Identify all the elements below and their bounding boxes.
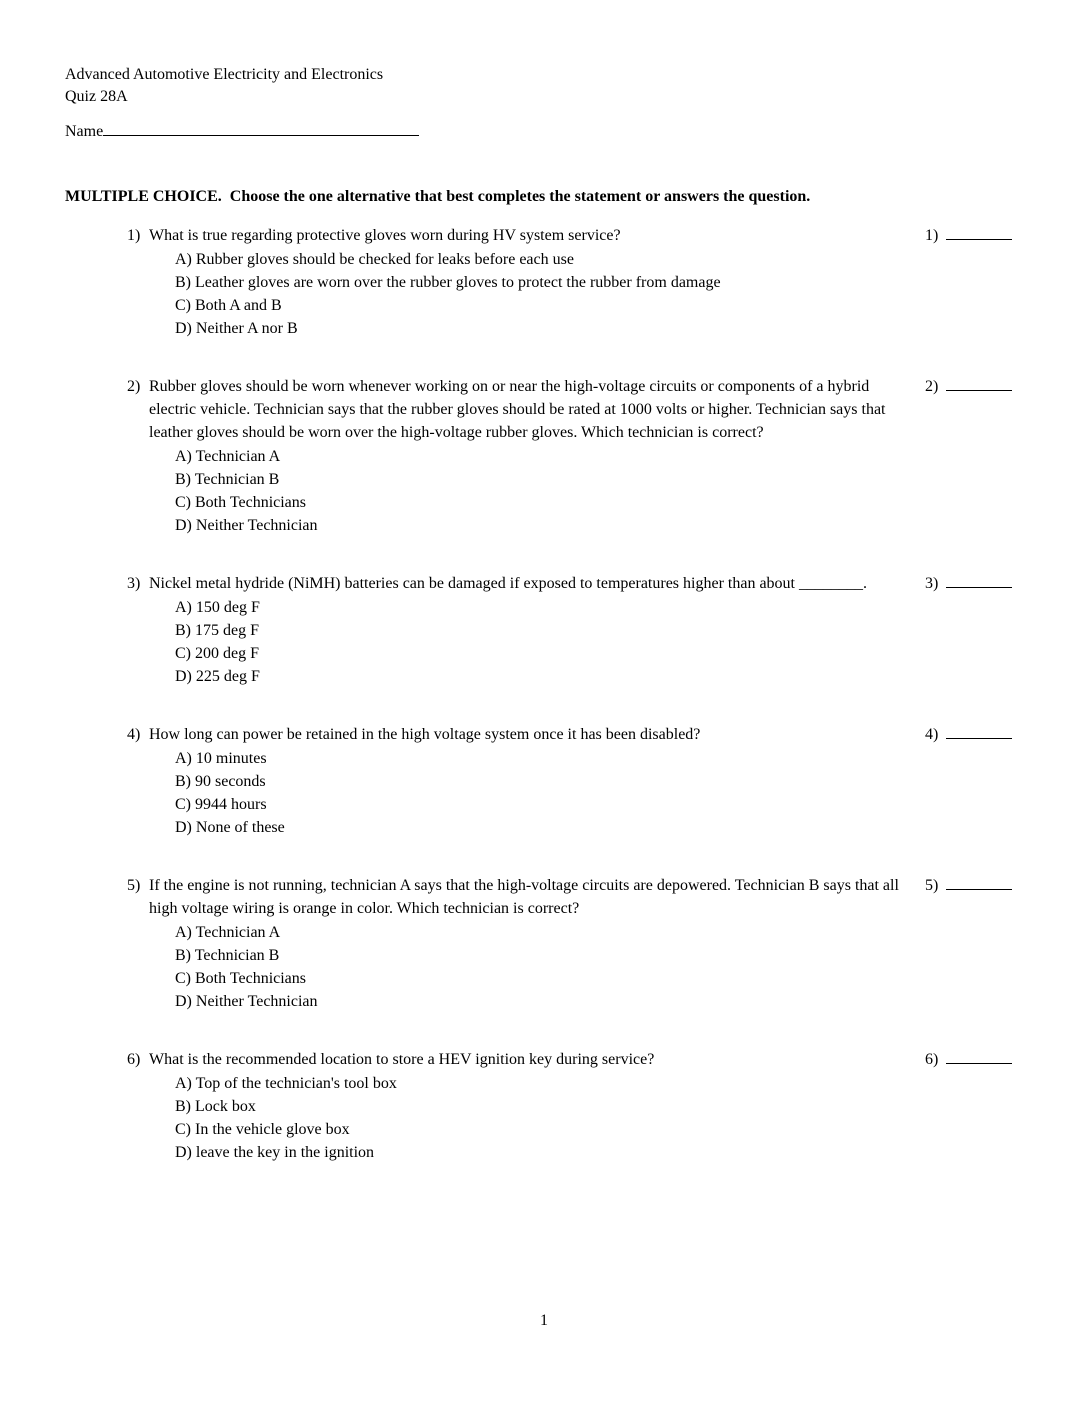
choices-list: [175, 921, 909, 1013]
answer-area: [925, 723, 1025, 746]
choice-a: A) 10 minutes: [175, 750, 267, 767]
choice-b: B) Lock box: [175, 1098, 256, 1115]
answer-number: 6): [925, 1051, 939, 1068]
choice-d: D) None of these: [175, 819, 285, 836]
choice-c: C) Both Technicians: [175, 970, 307, 987]
choices-list: [175, 248, 909, 340]
question-text: What is the recommended location to store a HEV ignition key during service?: [149, 1051, 655, 1068]
choice-b: B) Leather gloves are worn over the rubber gloves to protect the rubber from damage: [175, 274, 721, 291]
question-block-5: [127, 874, 1025, 1013]
choice-a: A) 150 deg F: [175, 599, 260, 616]
choices-list: [175, 445, 909, 537]
choice-a: A) Technician A: [175, 448, 281, 465]
answer-blank: [946, 875, 1012, 890]
answer-number: 3): [925, 575, 939, 592]
question-number: 6): [127, 1051, 141, 1068]
choice-c: C) 200 deg F: [175, 645, 259, 662]
answer-area: [925, 874, 1025, 897]
quiz-title: Quiz 28A: [65, 88, 128, 105]
answer-number: 5): [925, 877, 939, 894]
name-label: Name: [65, 123, 104, 140]
answer-blank: [946, 225, 1012, 240]
choice-c: C) 9944 hours: [175, 796, 267, 813]
choice-d: D) 225 deg F: [175, 668, 260, 685]
answer-blank: [946, 1049, 1012, 1064]
choice-a: A) Technician A: [175, 924, 281, 941]
answer-number: 1): [925, 227, 939, 244]
choice-d: D) Neither Technician: [175, 993, 318, 1010]
section-instructions: MULTIPLE CHOICE. Choose the one alternative that best completes the statement or answers the question.: [65, 188, 811, 205]
question-number: 4): [127, 726, 141, 743]
document-header: [65, 64, 383, 108]
choice-b: B) Technician B: [175, 947, 280, 964]
question-number: 3): [127, 575, 141, 592]
answer-area: [925, 1048, 1025, 1071]
answer-area: [925, 572, 1025, 595]
question-number: 1): [127, 227, 141, 244]
choice-a: A) Top of the technician's tool box: [175, 1075, 397, 1092]
name-line: [65, 121, 419, 141]
choice-d: D) leave the key in the ignition: [175, 1144, 375, 1161]
page-number: 1: [540, 1312, 548, 1329]
choice-b: B) Technician B: [175, 471, 280, 488]
answer-blank: [946, 376, 1012, 391]
answer-blank: [946, 724, 1012, 739]
choice-d: D) Neither Technician: [175, 517, 318, 534]
answer-blank: [946, 573, 1012, 588]
question-text: How long can power be retained in the high voltage system once it has been disabled?: [149, 726, 701, 743]
question-block-4: [127, 723, 1025, 839]
answer-area: [925, 375, 1025, 398]
question-text: Nickel metal hydride (NiMH) batteries can be damaged if exposed to temperatures higher than about ________.: [149, 575, 867, 592]
question-block-3: [127, 572, 1025, 688]
choices-list: [175, 1072, 909, 1164]
choice-c: C) Both Technicians: [175, 494, 307, 511]
answer-number: 4): [925, 726, 939, 743]
course-title: Advanced Automotive Electricity and Electronics: [65, 66, 384, 83]
choice-d: D) Neither A nor B: [175, 320, 298, 337]
question-text: Rubber gloves should be worn whenever working on or near the high-voltage circuits or components of a hybrid electric vehicle. Technician says that the rubber gloves should be rated at 1000 volts or higher. Technician says that leather gloves should be worn over the high-voltage rubber gloves. Which technician is correct?: [149, 378, 886, 441]
question-number: 5): [127, 877, 141, 894]
question-block-1: [127, 224, 1025, 340]
choices-list: [175, 596, 909, 688]
question-block-6: [127, 1048, 1025, 1164]
question-number: 2): [127, 378, 141, 395]
choice-c: C) Both A and B: [175, 297, 282, 314]
choice-b: B) 175 deg F: [175, 622, 259, 639]
question-text: If the engine is not running, technician A says that the high-voltage circuits are depowered. Technician B says that all high voltage wiring is orange in color. Which technician is correct?: [149, 877, 899, 917]
question-block-2: [127, 375, 1025, 537]
questions-list: [127, 224, 1025, 1199]
choice-a: A) Rubber gloves should be checked for leaks before each use: [175, 251, 574, 268]
question-text: What is true regarding protective gloves worn during HV system service?: [149, 227, 621, 244]
answer-area: [925, 224, 1025, 247]
choice-c: C) In the vehicle glove box: [175, 1121, 350, 1138]
choice-b: B) 90 seconds: [175, 773, 266, 790]
name-blank: [103, 121, 419, 136]
answer-number: 2): [925, 378, 939, 395]
choices-list: [175, 747, 909, 839]
